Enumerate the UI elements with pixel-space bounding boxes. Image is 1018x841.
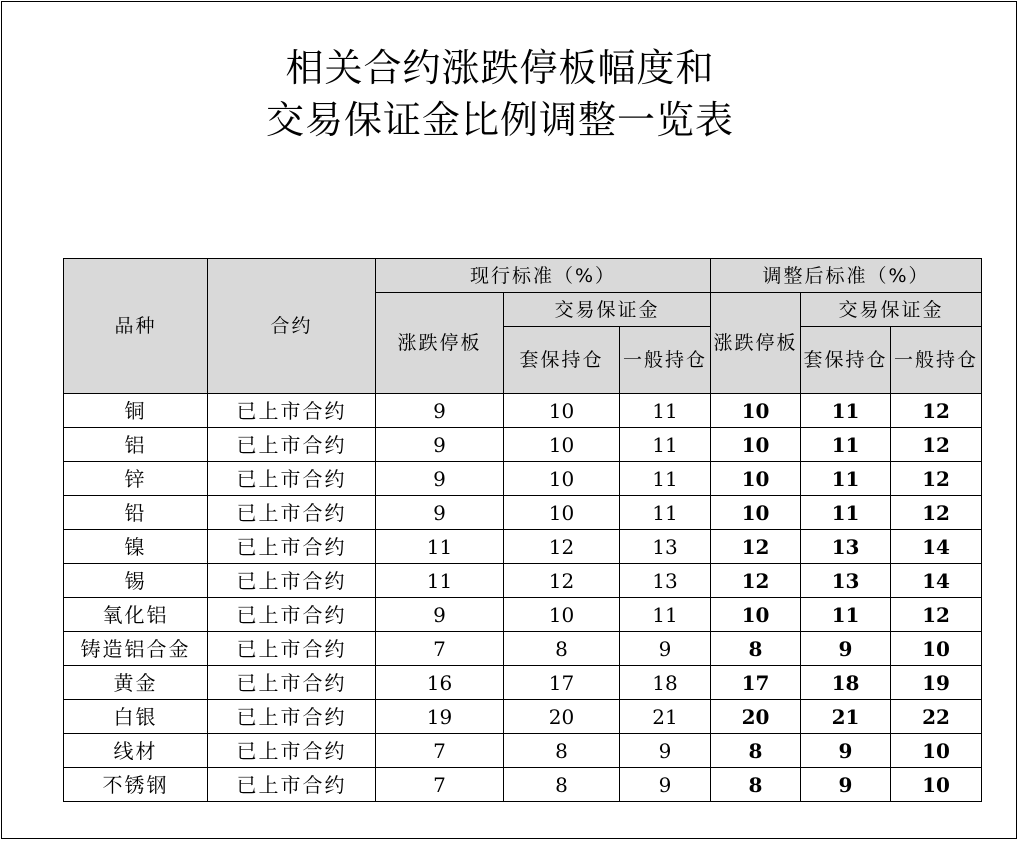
cell-adjusted-limit: 12 [711,564,801,598]
cell-variety: 不锈钢 [64,768,208,802]
cell-adjusted-limit: 20 [711,700,801,734]
cell-contract: 已上市合约 [208,666,376,700]
table-row [64,666,982,700]
cell-current-limit: 16 [376,666,504,700]
title-line-2: 交易保证金比例调整一览表 [265,98,734,142]
cell-adjusted-general: 12 [891,598,982,632]
cell-contract: 已上市合约 [208,462,376,496]
cell-variety: 白银 [64,700,208,734]
cell-adjusted-limit: 10 [711,496,801,530]
cell-adjusted-limit: 10 [711,598,801,632]
table-row [64,564,982,598]
cell-contract: 已上市合约 [208,394,376,428]
header-adjusted-standard: 调整后标准（%） [711,259,982,293]
table-row [64,598,982,632]
cell-adjusted-hedge: 9 [801,632,891,666]
cell-adjusted-general: 10 [891,768,982,802]
cell-adjusted-general: 12 [891,428,982,462]
cell-adjusted-hedge: 9 [801,734,891,768]
cell-adjusted-hedge: 11 [801,598,891,632]
cell-current-hedge: 10 [504,462,620,496]
header-current-limit: 涨跌停板 [376,293,504,394]
table-row [64,530,982,564]
cell-variety: 线材 [64,734,208,768]
cell-contract: 已上市合约 [208,598,376,632]
header-variety: 品种 [64,259,208,394]
cell-variety: 铜 [64,394,208,428]
cell-contract: 已上市合约 [208,428,376,462]
cell-current-limit: 7 [376,734,504,768]
cell-adjusted-hedge: 11 [801,462,891,496]
cell-adjusted-hedge: 9 [801,768,891,802]
cell-variety: 镍 [64,530,208,564]
header-current-hedge: 套保持仓 [504,327,620,394]
cell-adjusted-general: 14 [891,564,982,598]
cell-contract: 已上市合约 [208,734,376,768]
cell-current-limit: 7 [376,632,504,666]
cell-adjusted-general: 22 [891,700,982,734]
cell-contract: 已上市合约 [208,496,376,530]
cell-current-limit: 9 [376,462,504,496]
cell-variety: 锌 [64,462,208,496]
cell-variety: 铸造铝合金 [64,632,208,666]
table-row [64,394,982,428]
cell-adjusted-general: 12 [891,394,982,428]
cell-current-limit: 19 [376,700,504,734]
cell-current-hedge: 10 [504,496,620,530]
cell-current-hedge: 10 [504,428,620,462]
header-current-standard: 现行标准（%） [376,259,711,293]
title-line-1: 相关合约涨跌停板幅度和 [285,46,715,90]
cell-variety: 铅 [64,496,208,530]
cell-current-hedge: 10 [504,394,620,428]
cell-adjusted-limit: 17 [711,666,801,700]
cell-adjusted-limit: 12 [711,530,801,564]
table-body [64,394,982,802]
cell-current-hedge: 17 [504,666,620,700]
table-row [64,734,982,768]
cell-adjusted-limit: 8 [711,734,801,768]
cell-current-general: 11 [620,428,711,462]
cell-current-hedge: 12 [504,564,620,598]
cell-current-general: 9 [620,768,711,802]
table-row [64,632,982,666]
table-row [64,462,982,496]
cell-contract: 已上市合约 [208,632,376,666]
table-row [64,496,982,530]
header-current-margin: 交易保证金 [504,293,711,327]
cell-adjusted-hedge: 13 [801,564,891,598]
header-adjusted-limit: 涨跌停板 [711,293,801,394]
cell-current-limit: 9 [376,394,504,428]
cell-current-general: 9 [620,734,711,768]
page-title [2,42,998,146]
cell-adjusted-hedge: 18 [801,666,891,700]
cell-adjusted-general: 19 [891,666,982,700]
cell-adjusted-limit: 8 [711,768,801,802]
cell-variety: 黄金 [64,666,208,700]
cell-contract: 已上市合约 [208,530,376,564]
table-row [64,428,982,462]
cell-current-general: 9 [620,632,711,666]
cell-adjusted-hedge: 11 [801,394,891,428]
cell-adjusted-general: 10 [891,734,982,768]
cell-adjusted-general: 14 [891,530,982,564]
cell-current-hedge: 10 [504,598,620,632]
cell-current-limit: 11 [376,530,504,564]
header-adjusted-margin: 交易保证金 [801,293,982,327]
cell-current-hedge: 8 [504,632,620,666]
cell-adjusted-hedge: 21 [801,700,891,734]
cell-contract: 已上市合约 [208,564,376,598]
cell-adjusted-limit: 8 [711,632,801,666]
cell-current-hedge: 20 [504,700,620,734]
cell-adjusted-hedge: 11 [801,428,891,462]
cell-current-general: 11 [620,598,711,632]
cell-adjusted-general: 12 [891,496,982,530]
cell-contract: 已上市合约 [208,768,376,802]
cell-current-hedge: 12 [504,530,620,564]
cell-adjusted-hedge: 11 [801,496,891,530]
cell-variety: 氧化铝 [64,598,208,632]
cell-adjusted-general: 10 [891,632,982,666]
cell-current-hedge: 8 [504,734,620,768]
cell-current-hedge: 8 [504,768,620,802]
cell-contract: 已上市合约 [208,700,376,734]
document-page [1,1,1017,839]
cell-variety: 锡 [64,564,208,598]
table-row [64,768,982,802]
cell-current-general: 13 [620,530,711,564]
cell-adjusted-general: 12 [891,462,982,496]
cell-adjusted-limit: 10 [711,394,801,428]
adjustment-table [63,258,982,802]
table-row [64,700,982,734]
cell-current-general: 11 [620,462,711,496]
cell-adjusted-limit: 10 [711,428,801,462]
cell-current-general: 21 [620,700,711,734]
cell-variety: 铝 [64,428,208,462]
table-header [64,259,982,394]
cell-adjusted-hedge: 13 [801,530,891,564]
cell-current-limit: 9 [376,428,504,462]
cell-current-general: 13 [620,564,711,598]
cell-current-general: 18 [620,666,711,700]
cell-adjusted-limit: 10 [711,462,801,496]
cell-current-general: 11 [620,394,711,428]
header-adjusted-hedge: 套保持仓 [801,327,891,394]
cell-current-limit: 11 [376,564,504,598]
header-current-general: 一般持仓 [620,327,711,394]
header-adjusted-general: 一般持仓 [891,327,982,394]
header-contract: 合约 [208,259,376,394]
cell-current-limit: 7 [376,768,504,802]
cell-current-limit: 9 [376,496,504,530]
cell-current-general: 11 [620,496,711,530]
cell-current-limit: 9 [376,598,504,632]
